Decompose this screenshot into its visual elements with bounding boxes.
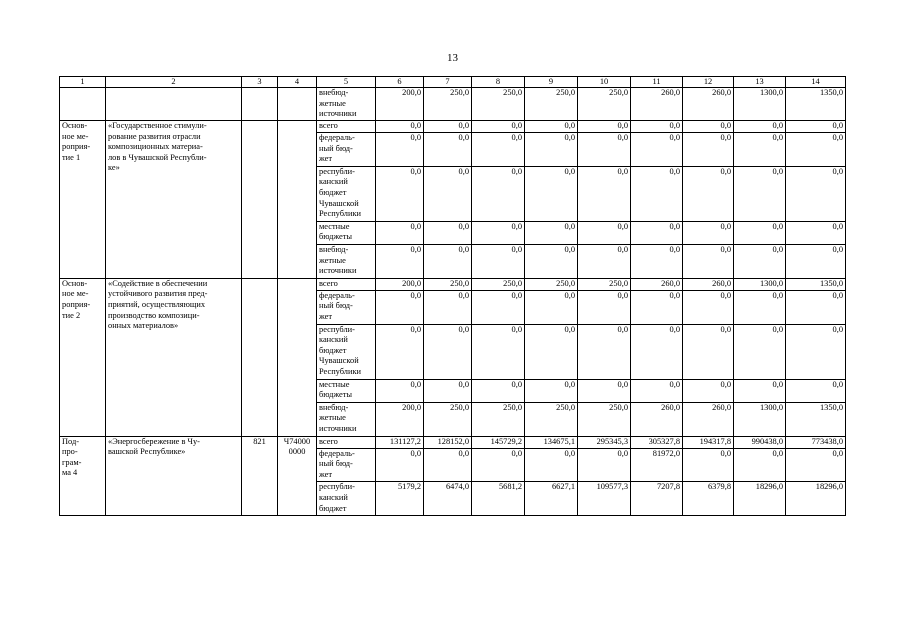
amount-cell: 0,0 [424,290,472,324]
amount-cell: 260,0 [631,278,683,290]
amount-cell: 0,0 [578,166,631,221]
amount-cell: 131127,2 [376,436,424,448]
amount-cell: 0,0 [525,121,578,133]
amount-cell: 990438,0 [734,436,786,448]
amount-cell: 0,0 [683,448,734,482]
amount-cell: 1300,0 [734,278,786,290]
table-row [60,88,846,121]
amount-cell: 260,0 [683,278,734,290]
column-header: 10 [578,77,631,88]
amount-cell: 250,0 [578,402,631,436]
amount-cell: 0,0 [631,244,683,278]
amount-cell: 260,0 [631,402,683,436]
measure-name: «Энергосбережение в Чу- вашской Республике» [106,436,242,516]
funding-source: местные бюджеты [317,221,376,244]
amount-cell: 200,0 [376,278,424,290]
amount-cell: 0,0 [376,324,424,379]
amount-cell: 0,0 [472,244,525,278]
funding-source: республи- канский бюджет [317,482,376,516]
amount-cell: 0,0 [424,121,472,133]
table-row [60,436,846,448]
amount-cell: 0,0 [525,221,578,244]
amount-cell: 0,0 [472,324,525,379]
column-header: 5 [317,77,376,88]
budget-table [59,76,846,516]
amount-cell: 0,0 [472,379,525,402]
amount-cell: 250,0 [525,88,578,121]
amount-cell: 250,0 [525,278,578,290]
amount-cell: 128152,0 [424,436,472,448]
amount-cell: 1300,0 [734,88,786,121]
amount-cell: 0,0 [786,324,846,379]
funding-source: республи- канский бюджет Чувашской Республики [317,324,376,379]
amount-cell: 1300,0 [734,402,786,436]
empty-cell [106,88,242,121]
amount-cell: 1350,0 [786,402,846,436]
amount-cell: 0,0 [734,133,786,167]
grbs-code: 821 [242,436,278,516]
measure-type: Под- про- грам- ма 4 [60,436,106,516]
amount-cell: 0,0 [734,448,786,482]
amount-cell: 0,0 [786,379,846,402]
header-row [60,77,846,88]
amount-cell: 0,0 [424,448,472,482]
amount-cell: 260,0 [683,88,734,121]
amount-cell: 0,0 [683,121,734,133]
amount-cell: 250,0 [578,278,631,290]
measure-type: Основ- ное ме- роприя- тие 1 [60,121,106,279]
amount-cell: 0,0 [683,133,734,167]
amount-cell: 0,0 [786,166,846,221]
budget-class-code [278,121,317,279]
amount-cell: 0,0 [631,166,683,221]
amount-cell: 200,0 [376,88,424,121]
amount-cell: 250,0 [424,88,472,121]
budget-class-code [278,278,317,436]
measure-type: Основ- ное ме- роприя- тие 2 [60,278,106,436]
amount-cell: 0,0 [734,221,786,244]
amount-cell: 0,0 [376,221,424,244]
grbs-code [242,121,278,279]
amount-cell: 0,0 [376,121,424,133]
amount-cell: 0,0 [472,221,525,244]
amount-cell: 0,0 [734,244,786,278]
amount-cell: 250,0 [472,278,525,290]
measure-name: «Государственное стимули- рование развития отрасли композиционных материа- лов в Чувашской Республи- ке» [106,121,242,279]
amount-cell: 5681,2 [472,482,525,516]
amount-cell: 5179,2 [376,482,424,516]
amount-cell: 0,0 [734,324,786,379]
amount-cell: 0,0 [578,448,631,482]
amount-cell: 0,0 [734,290,786,324]
amount-cell: 18296,0 [734,482,786,516]
amount-cell: 250,0 [578,88,631,121]
amount-cell: 7207,8 [631,482,683,516]
empty-cell [60,88,106,121]
column-header: 9 [525,77,578,88]
column-header: 3 [242,77,278,88]
amount-cell: 0,0 [631,290,683,324]
amount-cell: 0,0 [578,133,631,167]
amount-cell: 0,0 [683,379,734,402]
amount-cell: 0,0 [376,379,424,402]
amount-cell: 0,0 [472,121,525,133]
amount-cell: 0,0 [376,290,424,324]
funding-source: республи- канский бюджет Чувашской Республики [317,166,376,221]
column-header: 7 [424,77,472,88]
amount-cell: 0,0 [424,221,472,244]
amount-cell: 0,0 [734,121,786,133]
amount-cell: 250,0 [525,402,578,436]
amount-cell: 6627,1 [525,482,578,516]
amount-cell: 0,0 [578,324,631,379]
funding-source: внебюд- жетные источники [317,402,376,436]
column-header: 1 [60,77,106,88]
amount-cell: 0,0 [631,133,683,167]
column-header: 12 [683,77,734,88]
amount-cell: 1350,0 [786,278,846,290]
funding-source: всего [317,278,376,290]
amount-cell: 18296,0 [786,482,846,516]
amount-cell: 250,0 [424,278,472,290]
amount-cell: 0,0 [424,379,472,402]
page-number: 13 [447,52,458,64]
funding-source: всего [317,436,376,448]
amount-cell: 0,0 [683,324,734,379]
amount-cell: 250,0 [472,402,525,436]
amount-cell: 0,0 [786,121,846,133]
funding-source: внебюд- жетные источники [317,88,376,121]
column-header: 6 [376,77,424,88]
amount-cell: 194317,8 [683,436,734,448]
amount-cell: 260,0 [683,402,734,436]
funding-source: федераль- ный бюд- жет [317,133,376,167]
amount-cell: 0,0 [424,133,472,167]
amount-cell: 0,0 [376,133,424,167]
funding-source: внебюд- жетные источники [317,244,376,278]
amount-cell: 0,0 [631,221,683,244]
amount-cell: 0,0 [424,166,472,221]
amount-cell: 145729,2 [472,436,525,448]
amount-cell: 0,0 [578,221,631,244]
amount-cell: 0,0 [525,448,578,482]
table-row [60,121,846,133]
amount-cell: 0,0 [683,166,734,221]
amount-cell: 0,0 [578,244,631,278]
amount-cell: 250,0 [472,88,525,121]
amount-cell: 0,0 [525,324,578,379]
amount-cell: 6379,8 [683,482,734,516]
column-header: 13 [734,77,786,88]
amount-cell: 0,0 [376,448,424,482]
amount-cell: 0,0 [424,324,472,379]
measure-name: «Содействие в обеспечении устойчивого развития пред- приятий, осуществляющих производство композици- онных материалов» [106,278,242,436]
amount-cell: 0,0 [631,324,683,379]
amount-cell: 0,0 [472,448,525,482]
amount-cell: 0,0 [525,133,578,167]
amount-cell: 200,0 [376,402,424,436]
amount-cell: 0,0 [786,221,846,244]
amount-cell: 0,0 [786,133,846,167]
column-header: 14 [786,77,846,88]
amount-cell: 0,0 [525,244,578,278]
funding-source: местные бюджеты [317,379,376,402]
amount-cell: 0,0 [376,166,424,221]
amount-cell: 6474,0 [424,482,472,516]
amount-cell: 0,0 [786,244,846,278]
amount-cell: 0,0 [734,379,786,402]
grbs-code [242,278,278,436]
amount-cell: 0,0 [472,290,525,324]
amount-cell: 0,0 [683,290,734,324]
amount-cell: 295345,3 [578,436,631,448]
amount-cell: 1350,0 [786,88,846,121]
amount-cell: 0,0 [424,244,472,278]
amount-cell: 0,0 [472,166,525,221]
amount-cell: 0,0 [631,379,683,402]
empty-cell [242,88,278,121]
amount-cell: 0,0 [631,121,683,133]
column-header: 2 [106,77,242,88]
column-header: 4 [278,77,317,88]
budget-class-code: Ч74000 0000 [278,436,317,516]
funding-source: федераль- ный бюд- жет [317,448,376,482]
empty-cell [278,88,317,121]
amount-cell: 0,0 [578,290,631,324]
amount-cell: 134675,1 [525,436,578,448]
column-header: 8 [472,77,525,88]
amount-cell: 0,0 [578,121,631,133]
amount-cell: 0,0 [472,133,525,167]
table-row [60,278,846,290]
amount-cell: 0,0 [578,379,631,402]
amount-cell: 0,0 [734,166,786,221]
amount-cell: 81972,0 [631,448,683,482]
funding-source: федераль- ный бюд- жет [317,290,376,324]
amount-cell: 250,0 [424,402,472,436]
amount-cell: 0,0 [525,290,578,324]
column-header: 11 [631,77,683,88]
amount-cell: 0,0 [786,290,846,324]
amount-cell: 0,0 [525,166,578,221]
amount-cell: 0,0 [786,448,846,482]
amount-cell: 305327,8 [631,436,683,448]
amount-cell: 0,0 [525,379,578,402]
amount-cell: 0,0 [376,244,424,278]
amount-cell: 0,0 [683,221,734,244]
amount-cell: 0,0 [683,244,734,278]
funding-source: всего [317,121,376,133]
amount-cell: 109577,3 [578,482,631,516]
amount-cell: 773438,0 [786,436,846,448]
amount-cell: 260,0 [631,88,683,121]
